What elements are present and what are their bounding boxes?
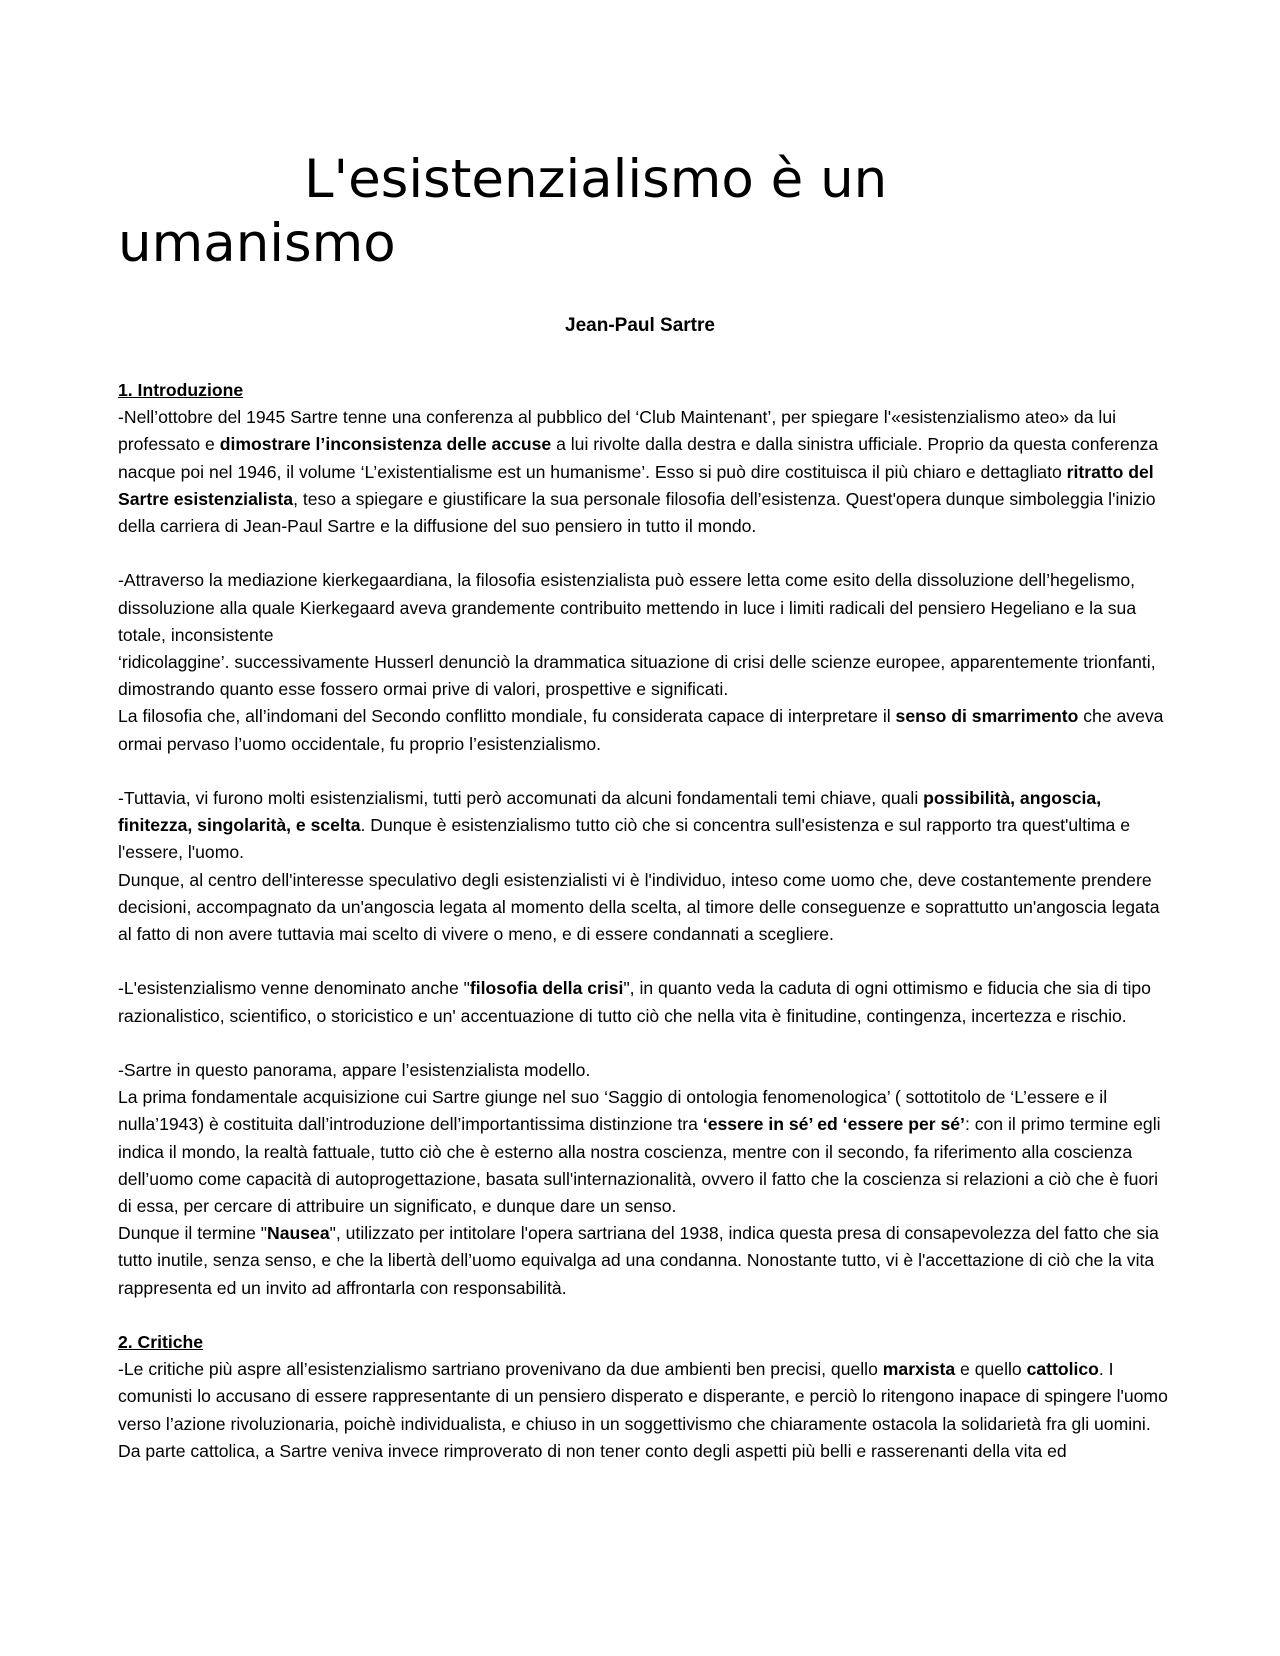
- text-run: ", utilizzato per intitolare l'opera sartriana del 1938, indica questa presa di consapevolezza del fatto che sia tutto inutile, senza senso, e che la libertà dell’uomo equivalga ad una condanna. Nonostante tutto, vi è l'accettazione di ciò che la vita rappresenta ed un invito ad affrontarla con responsabilità.: [118, 1223, 1159, 1298]
- text-run: Da parte cattolica, a Sartre veniva invece rimproverato di non tener conto degli aspetti più belli e rasserenanti della vita ed: [118, 1440, 1067, 1461]
- bold-text: possibilità, angoscia, finitezza, singolarità, e scelta: [118, 788, 1102, 836]
- critiche-paragraph-1: [118, 1356, 1168, 1438]
- author-name: Jean-Paul Sartre: [565, 315, 715, 336]
- text-run: La filosofia che, all’indomani del Secondo conflitto mondiale, fu considerata capace di interpretare il: [118, 706, 896, 727]
- text-run: -Sartre in questo panorama, appare l’esistenzialista modello.: [118, 1060, 591, 1081]
- critiche-paragraph-1-cont: [118, 1438, 1168, 1465]
- intro-paragraph-2: [118, 567, 1168, 649]
- intro-paragraph-2-end: [118, 703, 1168, 757]
- document-body: [118, 377, 1168, 1465]
- text-run: , teso a spiegare e giustificare la sua personale filosofia dell’esistenza. Quest'opera dunque simboleggia l'inizio della carriera di Jean-Paul Sartre e la diffusione del suo pensiero in tutto il mondo.: [118, 488, 1156, 537]
- title-line-2: umanismo: [118, 213, 396, 274]
- paragraph-gap: [118, 948, 1168, 975]
- intro-paragraph-5: [118, 1057, 1168, 1084]
- intro-paragraph-5-cont: [118, 1084, 1168, 1220]
- text-run: -Nell’ottobre del 1945 Sartre tenne una conferenza al pubblico del ‘Club Maintenant’, per spiegare l'«esistenzialismo ateo» da lui professato e: [118, 407, 1117, 455]
- document-title: [118, 148, 1018, 276]
- intro-paragraph-3-cont: [118, 867, 1168, 949]
- bold-text: Nausea: [267, 1223, 330, 1244]
- paragraph-gap: [118, 1030, 1168, 1057]
- intro-paragraph-3: [118, 785, 1168, 867]
- text-run: a lui rivolte dalla destra e dalla sinistra ufficiale. Proprio da questa conferenza nacque poi nel 1946, il volume ‘L’existentialisme est un humanisme’. Esso si può dire costituisca il più chiaro e dettagliato: [118, 434, 1159, 482]
- bold-text: cattolico: [1026, 1359, 1099, 1380]
- paragraph-gap: [118, 1302, 1168, 1329]
- text-run: -Attraverso la mediazione kierkegaardiana, la filosofia esistenzialista può essere letta come esito della dissoluzione dell’hegelismo, dissoluzione alla quale Kierkegaard aveva grandemente contribuito mettendo in luce i limiti radicali del pensiero Hegeliano e la sua totale, inconsistente: [118, 570, 1137, 645]
- text-run: . Dunque è esistenzialismo tutto ciò che si concentra sull'esistenza e sul rapporto tra quest'ultima e l'essere, l'uomo.: [118, 815, 1130, 863]
- intro-paragraph-5-end: [118, 1220, 1168, 1302]
- bold-text: marxista: [882, 1359, 956, 1380]
- intro-paragraph-1: [118, 404, 1168, 540]
- text-run: -Tuttavia, vi furono molti esistenzialismi, tutti però accomunati da alcuni fondamentali temi chiave, quali: [118, 788, 924, 809]
- text-run: ‘ridicolaggine’. successivamente Husserl denunciò la drammatica situazione di crisi delle scienze europee, apparentemente trionfanti, dimostrando quanto esse fossero ormai prive di valori, prospettive e significati.: [118, 652, 1156, 700]
- bold-text: senso di smarrimento: [895, 706, 1079, 727]
- bold-text: filosofia della crisi: [469, 978, 624, 999]
- text-run: che aveva ormai pervaso l’uomo occidentale, fu proprio l’esistenzialismo.: [118, 706, 1164, 754]
- text-run: La prima fondamentale acquisizione cui Sartre giunge nel suo ‘Saggio di ontologia fenomenologica’ ( sottotitolo de ‘L’essere e il nulla’1943) è costituita dall’introduzione dell’importantissima distinzione tra: [118, 1087, 1108, 1135]
- intro-paragraph-2-cont: [118, 649, 1168, 703]
- bold-text: ritratto del Sartre esistenzialista: [118, 461, 1154, 509]
- paragraph-gap: [118, 758, 1168, 785]
- bold-text: ‘essere in sé’ ed ‘essere per sé’: [702, 1114, 965, 1135]
- text-run: -Le critiche più aspre all’esistenzialismo sartriano provenivano da due ambienti ben precisi, quello: [118, 1359, 883, 1380]
- text-run: -L'esistenzialismo venne denominato anche ": [118, 978, 470, 999]
- text-run: e quello: [955, 1359, 1027, 1380]
- text-run: ", in quanto veda la caduta di ogni ottimismo e fiducia che sia di tipo razionalistico, scientifico, o storicistico e un' accentuazione di tutto ciò che nella vita è finitudine, contingenza, incertezza e rischio.: [118, 978, 1151, 1026]
- paragraph-gap: [118, 540, 1168, 567]
- intro-paragraph-4: [118, 975, 1168, 1029]
- section-heading-critiche: 2. Critiche: [118, 1332, 204, 1353]
- text-run: : con il primo termine egli indica il mondo, la realtà fattuale, tutto ciò che è esterno alla nostra coscienza, mentre con il secondo, fa riferimento alla coscienza dell’uomo come capacità di autoprogettazione, basata sull'internazionalità, ovvero il fatto che la coscienza si relazioni a ciò che è fuori di essa, per cercare di attribuire un significato, e dunque dare un senso.: [118, 1114, 1161, 1217]
- text-run: . I comunisti lo accusano di essere rappresentante di un pensiero disperato e disperante, e perciò lo ritengono inapace di spingere l'uomo verso l’azione rivoluzionaria, poichè individualista, e chiuso in un soggettivismo che chiaramente ostacola la solidarietà fra gli uomini.: [118, 1359, 1168, 1434]
- title-line-1: L'esistenzialismo è un: [304, 149, 888, 210]
- section-heading-introduzione: 1. Introduzione: [118, 380, 244, 400]
- bold-text: dimostrare l’inconsistenza delle accuse: [219, 434, 552, 455]
- text-run: Dunque, al centro dell'interesse speculativo degli esistenzialisti vi è l'individuo, inteso come uomo che, deve costantemente prendere decisioni, accompagnato da un'angoscia legata al momento della scelta, al timore delle conseguenze e soprattutto un'angoscia legata al fatto di non avere tuttavia mai scelto di vivere o meno, e di essere condannati a scegliere.: [118, 869, 1160, 945]
- text-run: Dunque il termine ": [118, 1223, 268, 1244]
